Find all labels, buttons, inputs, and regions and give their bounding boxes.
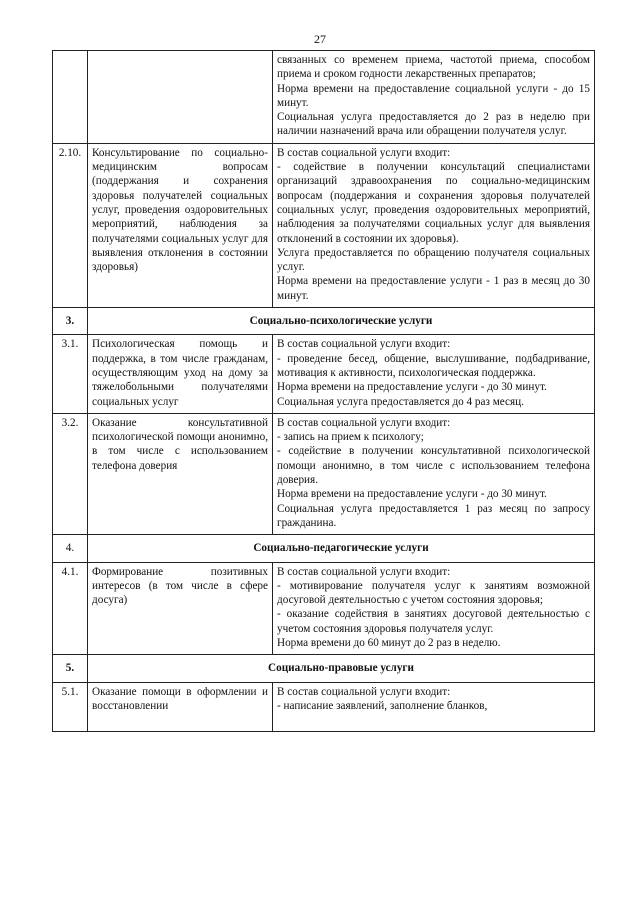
services-table-body (53, 51, 595, 732)
service-name: Оказание помощи в оформлении и восстановлении (88, 682, 273, 731)
service-name: Оказание консультативной психологической помощи анонимно, в том числе с использованием телефона доверия (88, 413, 273, 534)
service-description (273, 335, 595, 413)
description-line: Норма времени на предоставление услуги - до 30 минут. (277, 381, 547, 394)
service-row (53, 413, 595, 534)
service-number: 2.10. (53, 143, 88, 307)
description-line: - содействие в получении консультаций специалистами организаций здравоохранения по социально-медицинским вопросам (поддержания и сохранения здоровья получателей социальных услуг, проведения оздоровительных мероприятий, наблюдения за получателями социальных услуг для выявления отклонений в состоянии их здоровья). (277, 161, 590, 245)
service-name: Формирование позитивных интересов (в том числе в сфере досуга) (88, 562, 273, 655)
service-number: 5.1. (53, 682, 88, 731)
description-line: В состав социальной услуги входит: (277, 338, 451, 351)
description-line: связанных со временем приема, частотой приема, способом приема и сроком годности лекарственных препаратов; (277, 54, 590, 81)
service-description (273, 413, 595, 534)
section-header-row (53, 535, 595, 562)
section-title: Социально-педагогические услуги (88, 535, 595, 562)
service-number: 3.1. (53, 335, 88, 413)
description-line: В состав социальной услуги входит: (277, 416, 451, 429)
service-name: Консультирование по социально-медицинским вопросам (поддержания и сохранения здоровья получателей социальных услуг, проведения оздоровительных мероприятий, наблюдения за получателями социальных услуг для выявления отклонения в состоянии здоровья) (88, 143, 273, 307)
services-table (52, 50, 595, 732)
description-line: Социальная услуга предоставляется до 4 раз месяц. (277, 395, 524, 408)
service-number: 3.2. (53, 413, 88, 534)
service-number: 4.1. (53, 562, 88, 655)
section-header-row (53, 308, 595, 335)
service-row (53, 335, 595, 413)
service-row (53, 562, 595, 655)
description-line: Социальная услуга предоставляется 1 раз месяц по запросу гражданина. (277, 502, 590, 529)
description-line: - мотивирование получателя услуг к занятиям возможной досуговой деятельностью с учетом состояния здоровья; (277, 579, 590, 607)
description-line: - написание заявлений, заполнение бланков, (277, 699, 488, 712)
description-line: - запись на прием к психологу; (277, 431, 424, 444)
service-description (273, 562, 595, 655)
service-number (53, 51, 88, 144)
description-line: В состав социальной услуги входит: (277, 146, 451, 159)
description-line: - оказание содействия в занятиях досуговой деятельностью с учетом состояния здоровья получателя услуг. (277, 608, 590, 635)
description-line: Норма времени на предоставление услуги - до 30 минут. (277, 488, 547, 501)
description-line: Норма времени на предоставление услуги - 1 раз в месяц до 30 минут. (277, 275, 590, 302)
section-number: 4. (53, 535, 88, 562)
service-description (273, 51, 595, 144)
description-line: Норма времени до 60 минут до 2 раз в неделю. (277, 636, 501, 649)
section-title: Социально-психологические услуги (88, 308, 595, 335)
description-line: В состав социальной услуги входит: (277, 685, 451, 698)
description-line: В состав социальной услуги входит: (277, 565, 451, 578)
section-number: 3. (53, 308, 88, 335)
description-line: - проведение бесед, общение, выслушивание, подбадривание, мотивация к активности, психологическая поддержка. (277, 352, 590, 379)
service-name (88, 51, 273, 144)
page-number: 27 (314, 32, 326, 46)
service-row (53, 143, 595, 307)
service-name: Психологическая помощь и поддержка, в том числе гражданам, осуществляющим уход на дому за тяжелобольными получателями социальных услуг (88, 335, 273, 413)
description-line: - содействие в получении консультативной психологической помощи анонимно, в том числе с использованием телефона доверия. (277, 445, 590, 487)
description-line: Услуга предоставляется по обращению получателя социальных услуг. (277, 246, 590, 274)
service-description (273, 682, 595, 731)
service-row (53, 682, 595, 731)
section-number: 5. (53, 655, 88, 682)
service-row (53, 51, 595, 144)
section-header-row (53, 655, 595, 682)
description-line: Норма времени на предоставление социальной услуги - до 15 минут. (277, 82, 590, 109)
description-line: Социальная услуга предоставляется до 2 раз в неделю при наличии назначений врача или обращении получателя услуг. (277, 111, 590, 138)
service-description (273, 143, 595, 307)
section-title: Социально-правовые услуги (88, 655, 595, 682)
